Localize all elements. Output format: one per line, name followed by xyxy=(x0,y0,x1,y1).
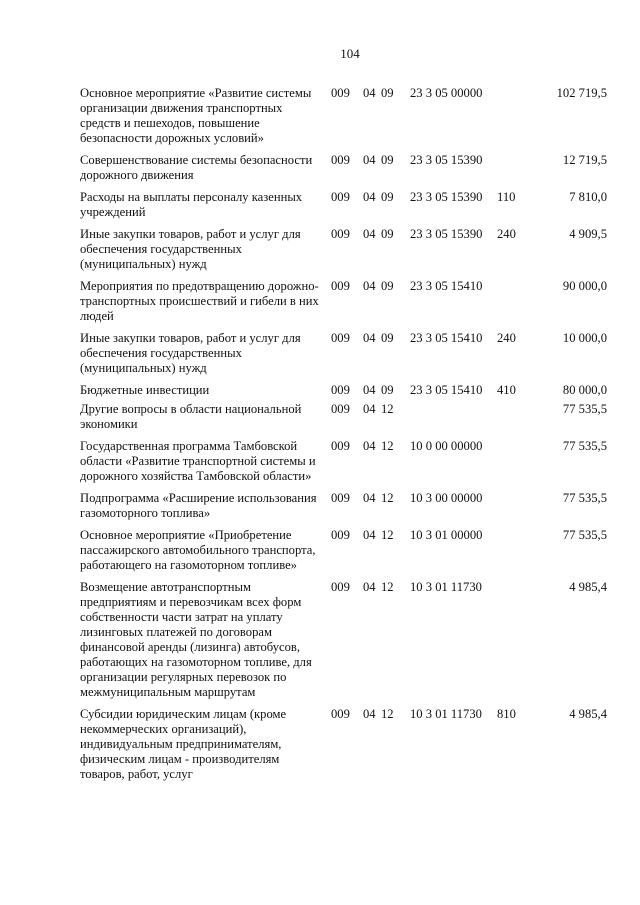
row-pr: 09 xyxy=(381,190,394,204)
table-row xyxy=(80,86,615,146)
row-csr: 23 3 05 15390 xyxy=(410,190,483,204)
row-sum: 12 719,5 xyxy=(562,153,607,167)
row-pr: 12 xyxy=(381,528,394,542)
row-sum: 4 909,5 xyxy=(569,227,607,241)
row-rz: 04 xyxy=(363,383,376,397)
row-pr: 09 xyxy=(381,227,394,241)
row-pr: 09 xyxy=(381,153,394,167)
row-vr: 240 xyxy=(497,331,516,345)
row-pr: 09 xyxy=(381,383,394,397)
row-pr: 12 xyxy=(381,402,394,416)
row-rz: 04 xyxy=(363,153,376,167)
table-row xyxy=(80,707,615,782)
table-row xyxy=(80,383,615,398)
table-row xyxy=(80,331,615,376)
row-vr: 110 xyxy=(497,190,516,204)
row-vr: 810 xyxy=(497,707,516,721)
table-row xyxy=(80,227,615,272)
table-row xyxy=(80,402,615,432)
row-csr: 10 3 01 11730 xyxy=(410,580,482,594)
row-ved: 009 xyxy=(331,227,350,241)
row-sum: 4 985,4 xyxy=(569,707,607,721)
row-csr: 10 3 00 00000 xyxy=(410,491,483,505)
row-sum: 77 535,5 xyxy=(562,491,607,505)
row-sum: 90 000,0 xyxy=(562,279,607,293)
row-sum: 77 535,5 xyxy=(562,402,607,416)
row-name: Иные закупки товаров, работ и услуг для обеспечения государственных (муниципальных) нужд xyxy=(80,331,301,375)
row-rz: 04 xyxy=(363,190,376,204)
row-name: Совершенствование системы безопасности дорожного движения xyxy=(80,153,313,182)
row-pr: 12 xyxy=(381,491,394,505)
row-csr: 23 3 05 15410 xyxy=(410,279,483,293)
row-sum: 80 000,0 xyxy=(562,383,607,397)
table-row xyxy=(80,279,615,324)
row-ved: 009 xyxy=(331,383,350,397)
row-rz: 04 xyxy=(363,279,376,293)
row-name: Субсидии юридическим лицам (кроме некоммерческих организаций), индивидуальным предпринимателям, физическим лицам - производителям товаров, работ, услуг xyxy=(80,707,287,781)
row-csr: 23 3 05 15390 xyxy=(410,227,483,241)
row-ved: 009 xyxy=(331,279,350,293)
row-ved: 009 xyxy=(331,528,350,542)
table-row xyxy=(80,528,615,573)
row-name: Другие вопросы в области национальной экономики xyxy=(80,402,302,431)
row-sum: 10 000,0 xyxy=(562,331,607,345)
row-ved: 009 xyxy=(331,86,350,100)
page-number: 104 xyxy=(340,46,360,61)
row-rz: 04 xyxy=(363,227,376,241)
table-row xyxy=(80,190,615,220)
row-ved: 009 xyxy=(331,331,350,345)
row-pr: 12 xyxy=(381,707,394,721)
row-ved: 009 xyxy=(331,190,350,204)
budget-table xyxy=(80,86,615,782)
row-ved: 009 xyxy=(331,402,350,416)
row-name: Основное мероприятие «Развитие системы организации движения транспортных средств и пешеходов, повышение безопасности дорожных условий» xyxy=(80,86,312,145)
row-name: Основное мероприятие «Приобретение пассажирского автомобильного транспорта, работающего на газомоторном топливе» xyxy=(80,528,316,572)
row-name: Государственная программа Тамбовской области «Развитие транспортной системы и дорожного хозяйства Тамбовской области» xyxy=(80,439,316,483)
table-row xyxy=(80,439,615,484)
table-row xyxy=(80,580,615,700)
row-csr: 23 3 05 15410 xyxy=(410,331,483,345)
row-sum: 77 535,5 xyxy=(562,439,607,453)
row-sum: 4 985,4 xyxy=(569,580,607,594)
row-rz: 04 xyxy=(363,707,376,721)
row-vr: 240 xyxy=(497,227,516,241)
row-rz: 04 xyxy=(363,402,376,416)
row-csr: 10 3 01 11730 xyxy=(410,707,482,721)
row-name: Мероприятия по предотвращению дорожно-транспортных происшествий и гибели в них людей xyxy=(80,279,319,323)
table-row xyxy=(80,153,615,183)
row-pr: 12 xyxy=(381,580,394,594)
row-ved: 009 xyxy=(331,491,350,505)
row-csr: 23 3 05 15410 xyxy=(410,383,483,397)
row-csr: 10 0 00 00000 xyxy=(410,439,483,453)
row-rz: 04 xyxy=(363,439,376,453)
row-csr: 10 3 01 00000 xyxy=(410,528,483,542)
row-rz: 04 xyxy=(363,86,376,100)
row-rz: 04 xyxy=(363,528,376,542)
row-pr: 09 xyxy=(381,331,394,345)
row-name: Иные закупки товаров, работ и услуг для обеспечения государственных (муниципальных) нужд xyxy=(80,227,301,271)
row-ved: 009 xyxy=(331,580,350,594)
row-sum: 102 719,5 xyxy=(556,86,607,100)
row-rz: 04 xyxy=(363,580,376,594)
row-pr: 12 xyxy=(381,439,394,453)
row-ved: 009 xyxy=(331,707,350,721)
row-name: Возмещение автотранспортным предприятиям и перевозчикам всех форм собственности части затрат на уплату лизинговых платежей по договорам финансовой аренды (лизинга) автобусов, работающих на газомоторном топливе, для организации регулярных перевозок по межмуниципальным маршрутам xyxy=(80,580,312,699)
row-name: Бюджетные инвестиции xyxy=(80,383,210,397)
row-ved: 009 xyxy=(331,153,350,167)
row-pr: 09 xyxy=(381,279,394,293)
table-row xyxy=(80,491,615,521)
row-csr: 23 3 05 00000 xyxy=(410,86,483,100)
row-rz: 04 xyxy=(363,331,376,345)
row-ved: 009 xyxy=(331,439,350,453)
row-sum: 77 535,5 xyxy=(562,528,607,542)
row-vr: 410 xyxy=(497,383,516,397)
row-csr: 23 3 05 15390 xyxy=(410,153,483,167)
row-name: Расходы на выплаты персоналу казенных учреждений xyxy=(80,190,303,219)
row-rz: 04 xyxy=(363,491,376,505)
row-pr: 09 xyxy=(381,86,394,100)
row-sum: 7 810,0 xyxy=(569,190,607,204)
row-name: Подпрограмма «Расширение использования газомоторного топлива» xyxy=(80,491,317,520)
